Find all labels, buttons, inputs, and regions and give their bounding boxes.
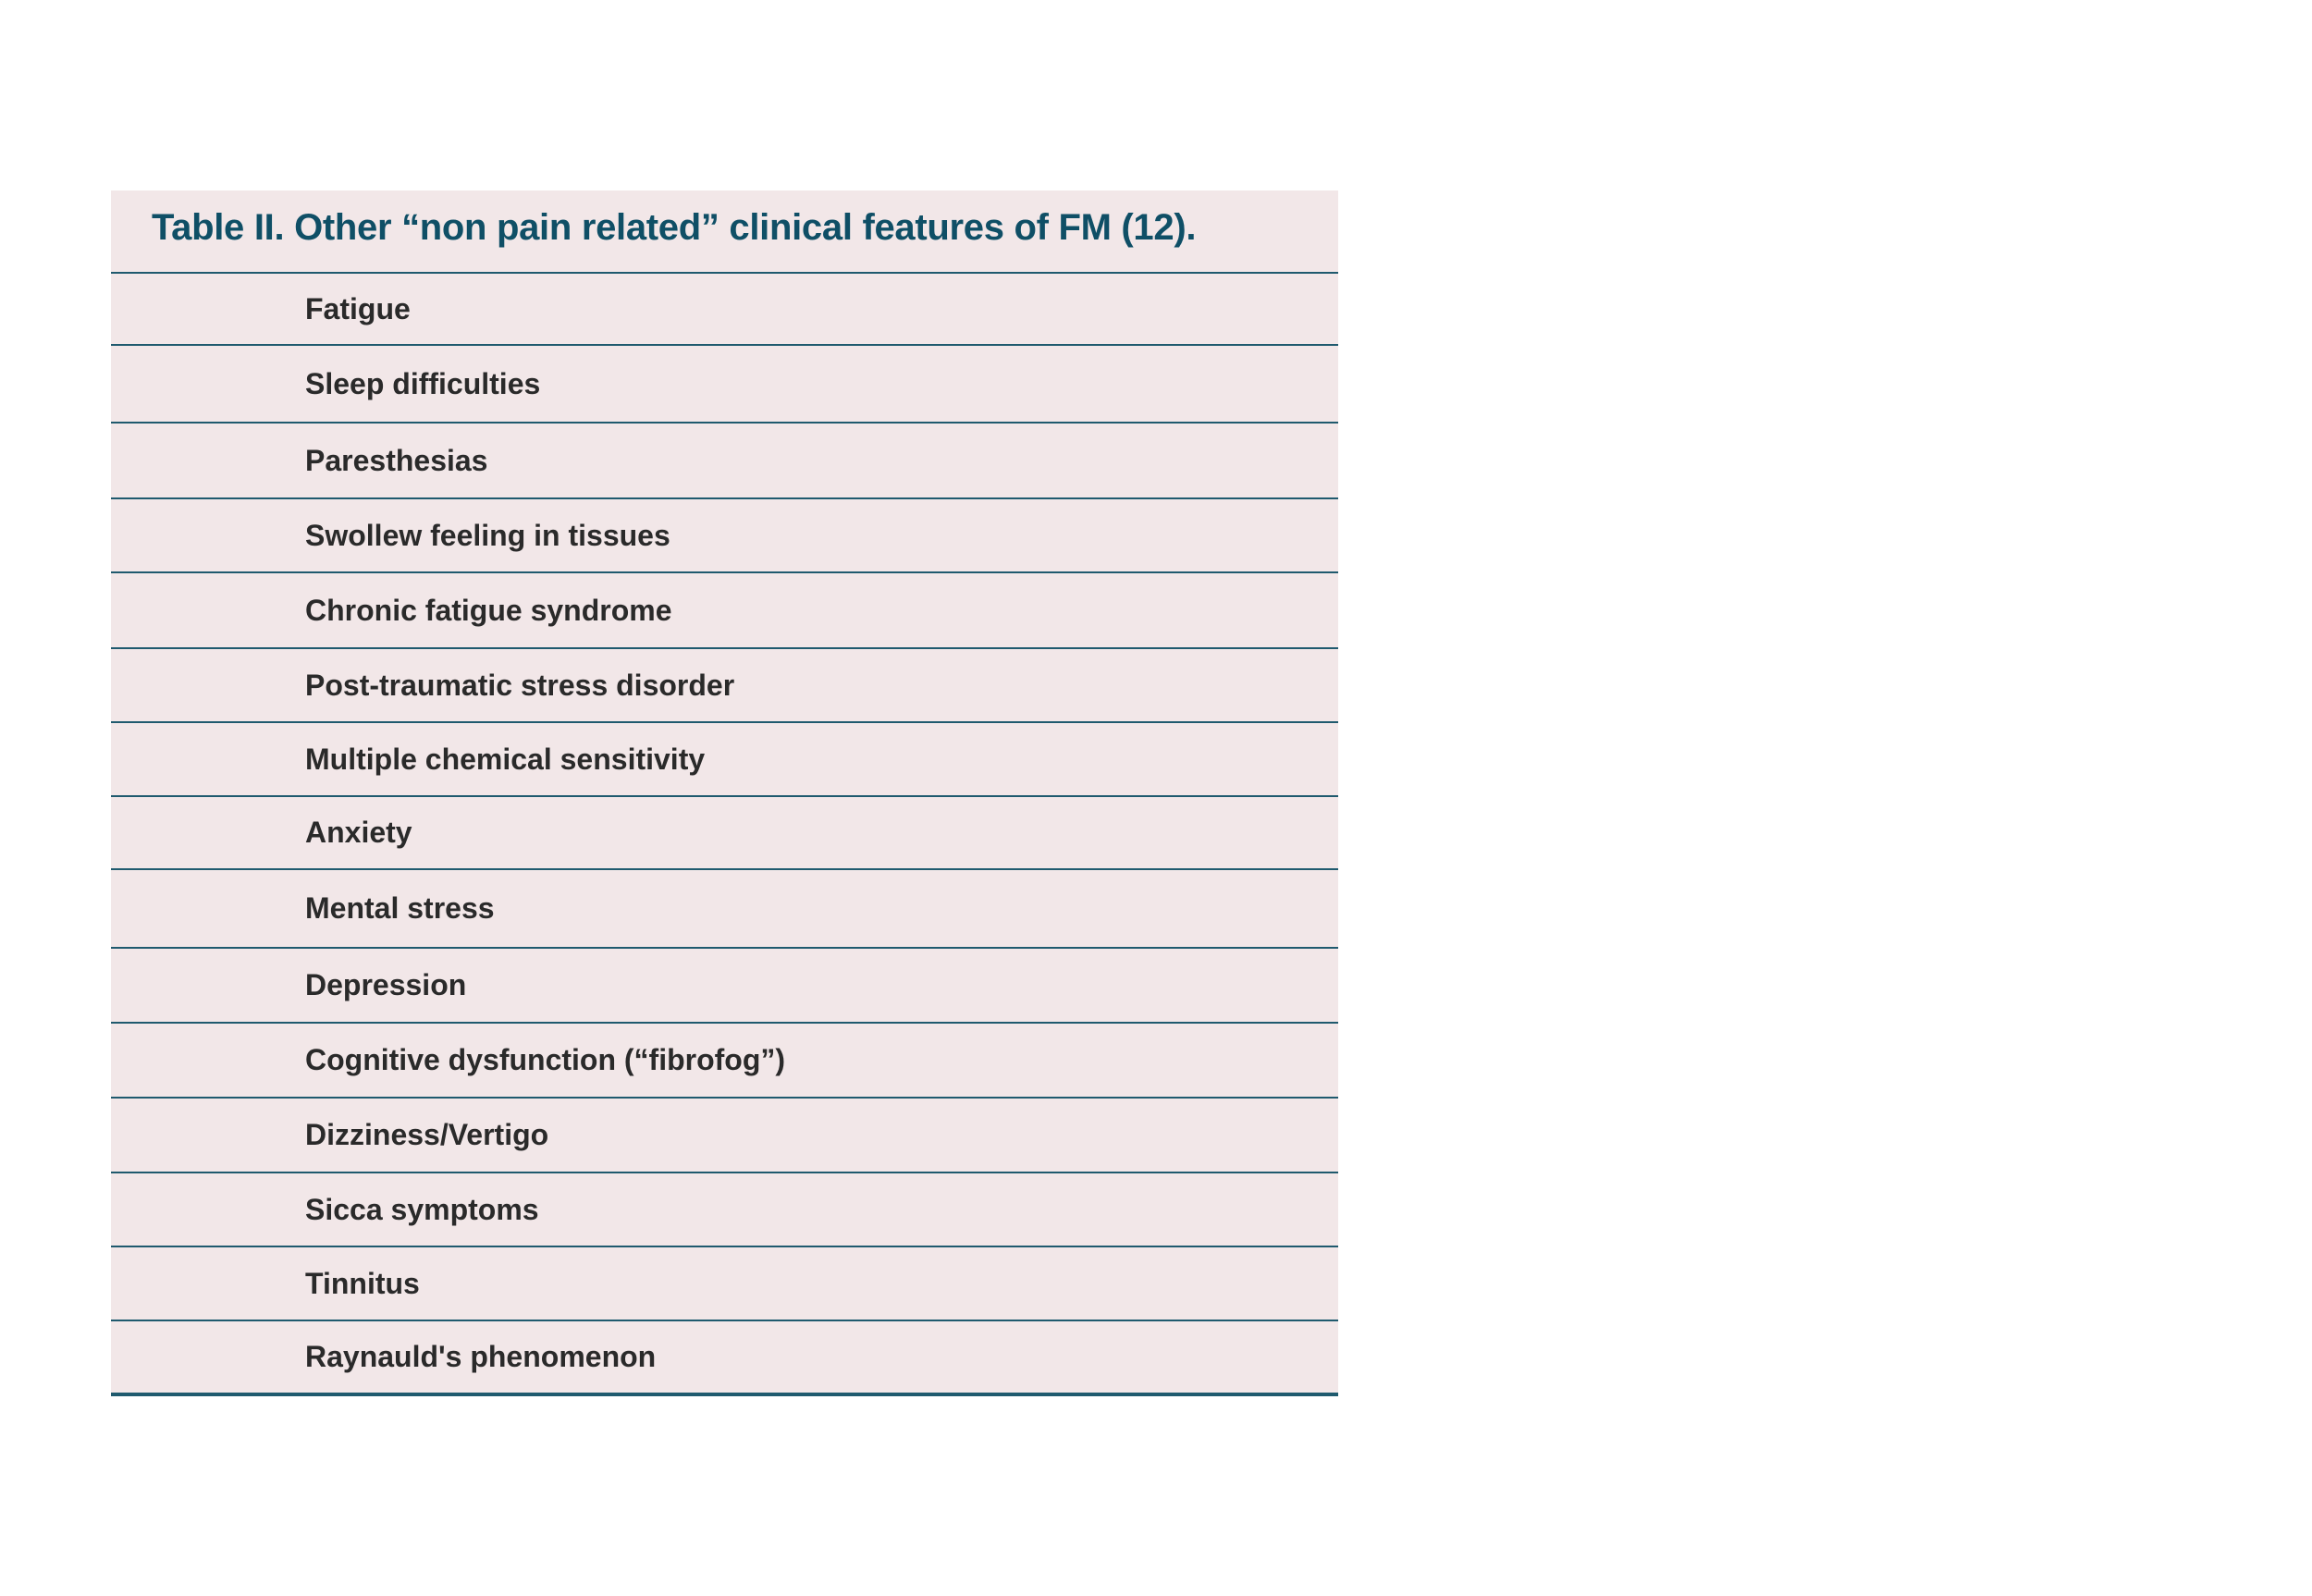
table-row: Sicca symptoms	[111, 1173, 1338, 1247]
table-row: Anxiety	[111, 797, 1338, 870]
table-row: Swollew feeling in tissues	[111, 499, 1338, 573]
table-row: Multiple chemical sensitivity	[111, 723, 1338, 797]
table-row: Paresthesias	[111, 424, 1338, 499]
table-row: Sleep difficulties	[111, 346, 1338, 424]
table-row: Mental stress	[111, 870, 1338, 949]
features-table	[111, 190, 1338, 1396]
table-row: Chronic fatigue syndrome	[111, 573, 1338, 649]
table-row: Raynauld's phenomenon	[111, 1321, 1338, 1396]
table-row: Cognitive dysfunction (“fibrofog”)	[111, 1024, 1338, 1099]
table-row: Depression	[111, 949, 1338, 1024]
table-row: Fatigue	[111, 274, 1338, 346]
table-row: Post-traumatic stress disorder	[111, 649, 1338, 723]
table-row: Tinnitus	[111, 1247, 1338, 1321]
table-row: Dizziness/Vertigo	[111, 1099, 1338, 1173]
table-title: Table II. Other “non pain related” clinical features of FM (12).	[111, 190, 1338, 274]
